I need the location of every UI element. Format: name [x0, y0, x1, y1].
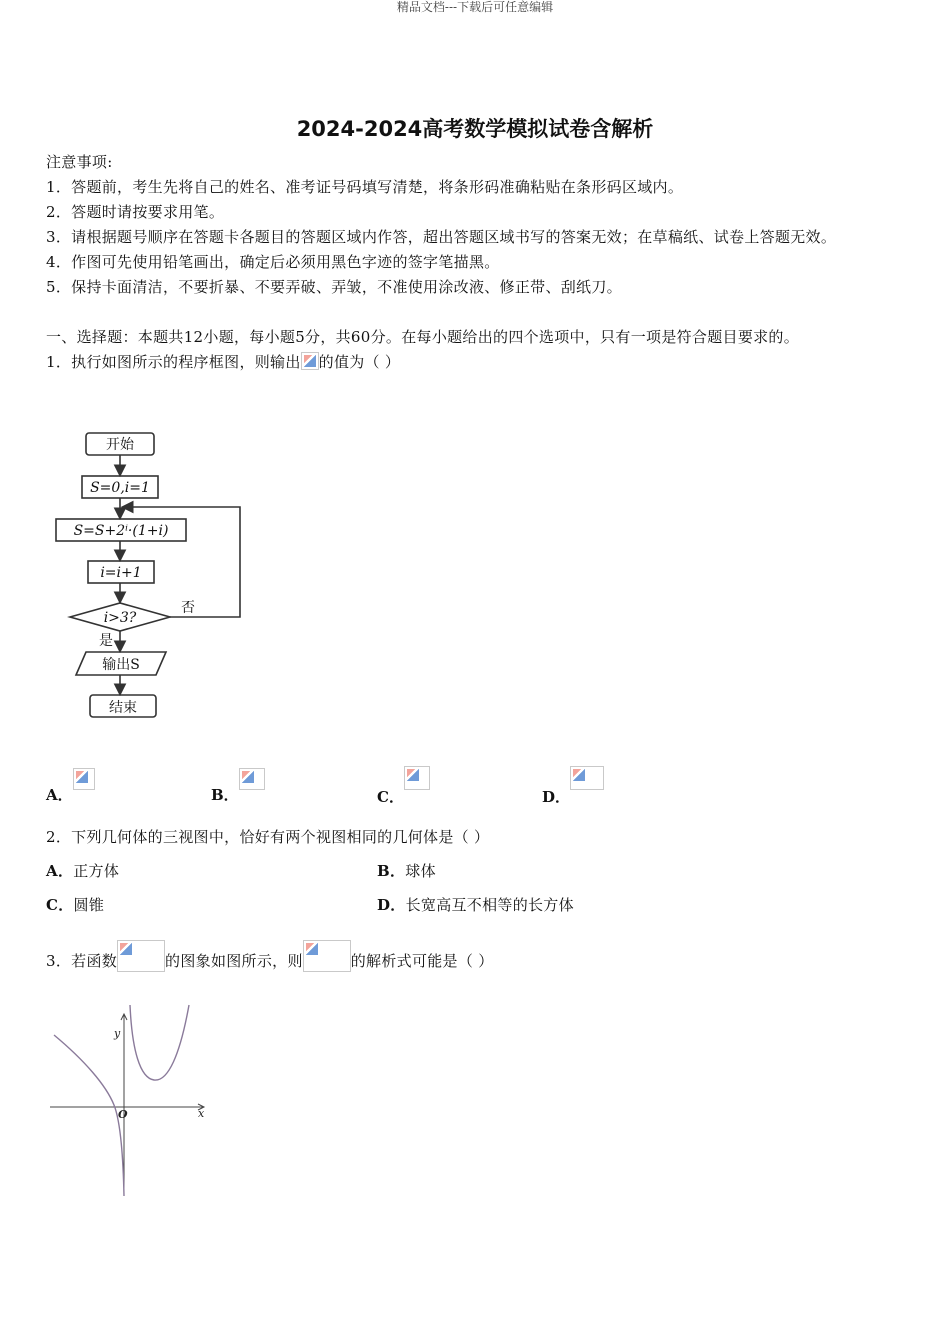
broken-image-icon	[570, 766, 604, 790]
option-label: B．	[377, 862, 406, 880]
notice-heading: 注意事项:	[46, 153, 113, 171]
q3-suffix: 的解析式可能是（ ）	[350, 952, 494, 970]
q2-option-d[interactable]	[377, 895, 574, 915]
q2-option-c[interactable]	[46, 895, 104, 915]
q1-option-a[interactable]	[46, 768, 95, 804]
broken-image-icon	[239, 768, 265, 790]
flow-update-text: S=S+2ⁱ·(1+i)	[73, 523, 169, 539]
broken-image-icon	[303, 940, 351, 972]
flow-init-text: S=0,i=1	[90, 480, 150, 496]
q1-option-c[interactable]	[377, 766, 430, 806]
notice-item: 1．答题前，考生先将自己的姓名、准考证号码填写清楚，将条形码准确粘贴在条形码区域内。	[46, 178, 684, 196]
option-text: 长宽高互不相等的长方体	[405, 896, 574, 914]
header-note: 精品文档---下载后可任意编辑	[396, 0, 554, 14]
flow-output-text: 输出S	[102, 657, 140, 673]
x-axis-label: x	[198, 1107, 205, 1120]
option-label: C．	[46, 896, 74, 914]
flow-no-label: 否	[181, 600, 195, 616]
curve-left-branch	[54, 1035, 124, 1196]
option-text: 圆锥	[73, 896, 105, 914]
flow-yes-label: 是	[99, 633, 113, 649]
flowchart	[44, 425, 254, 730]
option-label: A．	[46, 862, 74, 880]
notice-item: 4．作图可先使用铅笔画出，确定后必须用黑色字迹的签字笔描黑。	[46, 253, 500, 271]
q2-option-b[interactable]	[377, 861, 436, 881]
question-2-stem: 2．下列几何体的三视图中，恰好有两个视图相同的几何体是（ ）	[46, 828, 490, 846]
function-graph	[44, 1000, 214, 1200]
option-label: A．	[46, 786, 73, 804]
option-label: B．	[211, 786, 239, 804]
flow-end-text: 结束	[109, 700, 137, 716]
question-1-stem	[46, 352, 400, 372]
flow-start-text: 开始	[106, 437, 134, 453]
option-label: C．	[377, 788, 404, 806]
notice-item: 2．答题时请按要求用笔。	[46, 203, 225, 221]
broken-image-icon	[73, 768, 95, 790]
q3-middle: 的图象如图所示，则	[165, 952, 303, 970]
broken-image-icon	[117, 940, 165, 972]
origin-label: O	[118, 1108, 128, 1121]
flow-condition-text: i>3?	[103, 610, 137, 626]
option-label: D．	[542, 788, 571, 806]
notice-item: 5．保持卡面清洁，不要折暴、不要弄破、弄皱，不准使用涂改液、修正带、刮纸刀。	[46, 278, 622, 296]
q1-prefix: 1．执行如图所示的程序框图，则输出	[46, 353, 301, 371]
q1-option-d[interactable]	[542, 766, 604, 806]
option-label: D．	[377, 896, 406, 914]
option-text: 球体	[405, 862, 436, 880]
curve-right-branch	[130, 1005, 189, 1080]
q1-option-b[interactable]	[211, 768, 265, 804]
flow-inc-text: i=i+1	[100, 565, 142, 581]
q1-suffix: 的值为（ ）	[318, 353, 401, 371]
page-title: 2024-2024高考数学模拟试卷含解析	[296, 117, 654, 141]
option-text: 正方体	[73, 862, 120, 880]
section-heading: 一、选择题：本题共12小题，每小题5分，共60分。在每小题给出的四个选项中，只有一项是符合题目要求的。	[46, 328, 800, 346]
question-3-stem	[46, 940, 494, 973]
q3-prefix: 3．若函数	[46, 952, 118, 970]
q2-option-a[interactable]	[46, 861, 119, 881]
broken-image-icon	[301, 352, 319, 370]
y-axis-label: y	[114, 1027, 121, 1040]
broken-image-icon	[404, 766, 430, 790]
notice-item: 3．请根据题号顺序在答题卡各题目的答题区域内作答，超出答题区域书写的答案无效；在草稿纸、试卷上答题无效。	[46, 228, 837, 246]
